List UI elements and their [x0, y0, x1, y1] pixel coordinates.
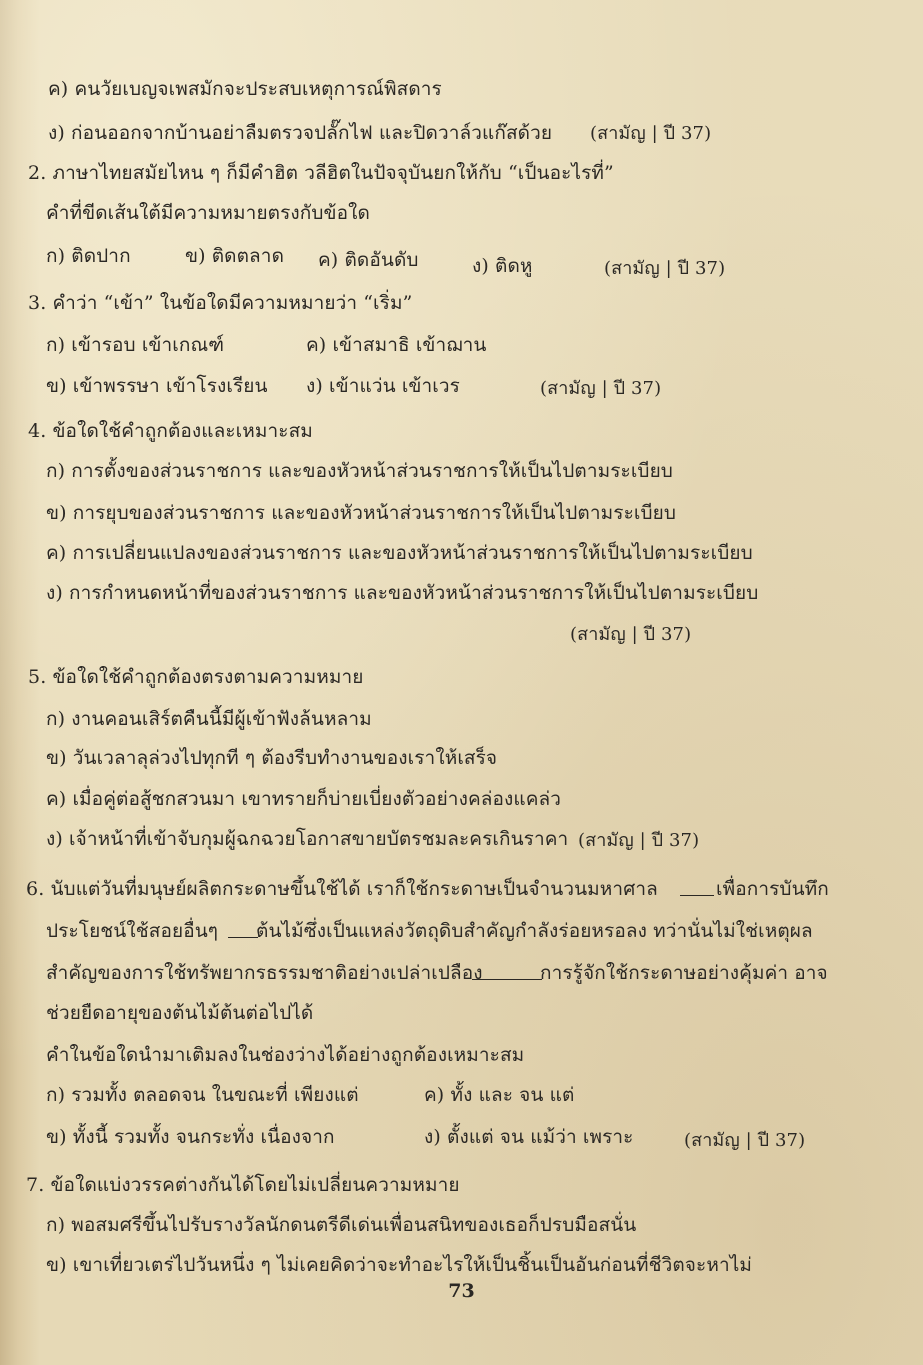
- q6-passage-line-1b: เพื่อการบันทึก: [716, 878, 829, 900]
- q4-choice-d: ง) การกำหนดหน้าที่ของส่วนราชการ และของหัวหน้าส่วนราชการให้เป็นไปตามระเบียบ: [46, 582, 759, 604]
- q6-blank-3: [472, 978, 542, 980]
- q3-stem: 3. คำว่า “เข้า” ในข้อใดมีความหมายว่า “เริ่ม”: [28, 292, 413, 314]
- q2-source: (สามัญ | ปี 37): [604, 258, 726, 279]
- q5-choice-a: ก) งานคอนเสิร์ตคืนนี้มีผู้เข้าฟังล้นหลาม: [46, 708, 372, 730]
- q3-choice-b: ข) เข้าพรรษา เข้าโรงเรียน: [46, 375, 268, 397]
- q6-passage-line-4: ช่วยยืดอายุของต้นไม้ต้นต่อไปได้: [46, 1002, 314, 1024]
- q6-source: (สามัญ | ปี 37): [684, 1130, 806, 1151]
- q7-choice-a: ก) พอสมศรีขึ้นไปรับรางวัลนักดนตรีดีเด่นเพื่อนสนิทของเธอก็ปรบมือสนั่น: [46, 1214, 637, 1236]
- q5-choice-c: ค) เมื่อคู่ต่อสู้ชกสวนมา เขาทรายก็บ่ายเบี่ยงตัวอย่างคล่องแคล่ว: [46, 788, 562, 810]
- q4-choice-a: ก) การตั้งของส่วนราชการ และของหัวหน้าส่วนราชการให้เป็นไปตามระเบียบ: [46, 460, 673, 482]
- q5-stem: 5. ข้อใดใช้คำถูกต้องตรงตามความหมาย: [28, 666, 364, 688]
- q6-choice-a: ก) รวมทั้ง ตลอดจน ในขณะที่ เพียงแต่: [46, 1084, 359, 1106]
- q2-choice-b: ข) ติดตลาด: [185, 245, 285, 267]
- q5-source: (สามัญ | ปี 37): [578, 830, 700, 851]
- q4-source: (สามัญ | ปี 37): [570, 624, 692, 645]
- q2-instruction: คำที่ขีดเส้นใต้มีความหมายตรงกับข้อใด: [46, 202, 370, 224]
- q6-passage-line-3b: การรู้จักใช้กระดาษอย่างคุ้มค่า อาจ: [540, 962, 828, 984]
- q7-choice-b: ข) เขาเที่ยวเตร่ไปวันหนึ่ง ๆ ไม่เคยคิดว่าจะทำอะไรให้เป็นชิ้นเป็นอันก่อนที่ชีวิตจะหาไม่: [46, 1254, 753, 1276]
- q6-passage-line-1: 6. นับแต่วันที่มนุษย์ผลิตกระดาษขึ้นใช้ได้ เราก็ใช้กระดาษเป็นจำนวนมหาศาล: [26, 878, 658, 900]
- q6-choice-b: ข) ทั้งนี้ รวมทั้ง จนกระทั่ง เนื่องจาก: [46, 1126, 335, 1148]
- q6-passage-line-2b: ต้นไม้ซึ่งเป็นแหล่งวัตถุดิบสำคัญกำลังร่อยหรอลง ทว่านั่นไม่ใช่เหตุผล: [256, 920, 813, 942]
- page-number: 73: [448, 1280, 475, 1302]
- q1-choice-d: ง) ก่อนออกจากบ้านอย่าลืมตรวจปลั๊กไฟ และปิดวาล์วแก๊สด้วย: [48, 122, 553, 144]
- q6-choice-c: ค) ทั้ง และ จน แต่: [424, 1084, 575, 1106]
- q6-blank-1: [680, 894, 714, 896]
- q6-passage-line-2: ประโยชน์ใช้สอยอื่นๆ: [46, 920, 219, 942]
- q3-choice-a: ก) เข้ารอบ เข้าเกณฑ์: [46, 334, 225, 356]
- q3-choice-c: ค) เข้าสมาธิ เข้าฌาน: [306, 334, 487, 356]
- q1-source: (สามัญ | ปี 37): [590, 123, 712, 144]
- q6-blank-2: [228, 936, 258, 938]
- q1-choice-c: ค) คนวัยเบญจเพสมักจะประสบเหตุการณ์พิสดาร: [48, 78, 442, 100]
- q4-stem: 4. ข้อใดใช้คำถูกต้องและเหมาะสม: [28, 420, 313, 442]
- q5-choice-b: ข) วันเวลาลุล่วงไปทุกที ๆ ต้องรีบทำงานของเราให้เสร็จ: [46, 747, 498, 769]
- q6-instruction: คำในข้อใดนำมาเติมลงในช่องว่างได้อย่างถูกต้องเหมาะสม: [46, 1044, 525, 1066]
- q4-choice-c: ค) การเปลี่ยนแปลงของส่วนราชการ และของหัวหน้าส่วนราชการให้เป็นไปตามระเบียบ: [46, 542, 753, 564]
- q2-choice-a: ก) ติดปาก: [46, 245, 131, 267]
- q3-source: (สามัญ | ปี 37): [540, 378, 662, 399]
- q3-choice-d: ง) เข้าแว่น เข้าเวร: [306, 375, 460, 397]
- q6-choice-d: ง) ตั้งแต่ จน แม้ว่า เพราะ: [424, 1126, 634, 1148]
- q4-choice-b: ข) การยุบของส่วนราชการ และของหัวหน้าส่วนราชการให้เป็นไปตามระเบียบ: [46, 502, 677, 524]
- q2-choice-d: ง) ติดหู: [472, 255, 533, 277]
- q5-choice-d: ง) เจ้าหน้าที่เข้าจับกุมผู้ฉกฉวยโอกาสขายบัตรชมละครเกินราคา: [46, 828, 569, 850]
- q7-stem: 7. ข้อใดแบ่งวรรคต่างกันได้โดยไม่เปลี่ยนความหมาย: [26, 1174, 460, 1196]
- q2-choice-c: ค) ติดอันดับ: [318, 249, 419, 271]
- q2-stem: 2. ภาษาไทยสมัยไหน ๆ ก็มีคำฮิต วลีฮิตในปัจจุบันยกให้กับ “เป็นอะไรที่”: [28, 162, 614, 184]
- q6-passage-line-3: สำคัญของการใช้ทรัพยากรธรรมชาติอย่างเปล่าเปลือง: [46, 962, 483, 984]
